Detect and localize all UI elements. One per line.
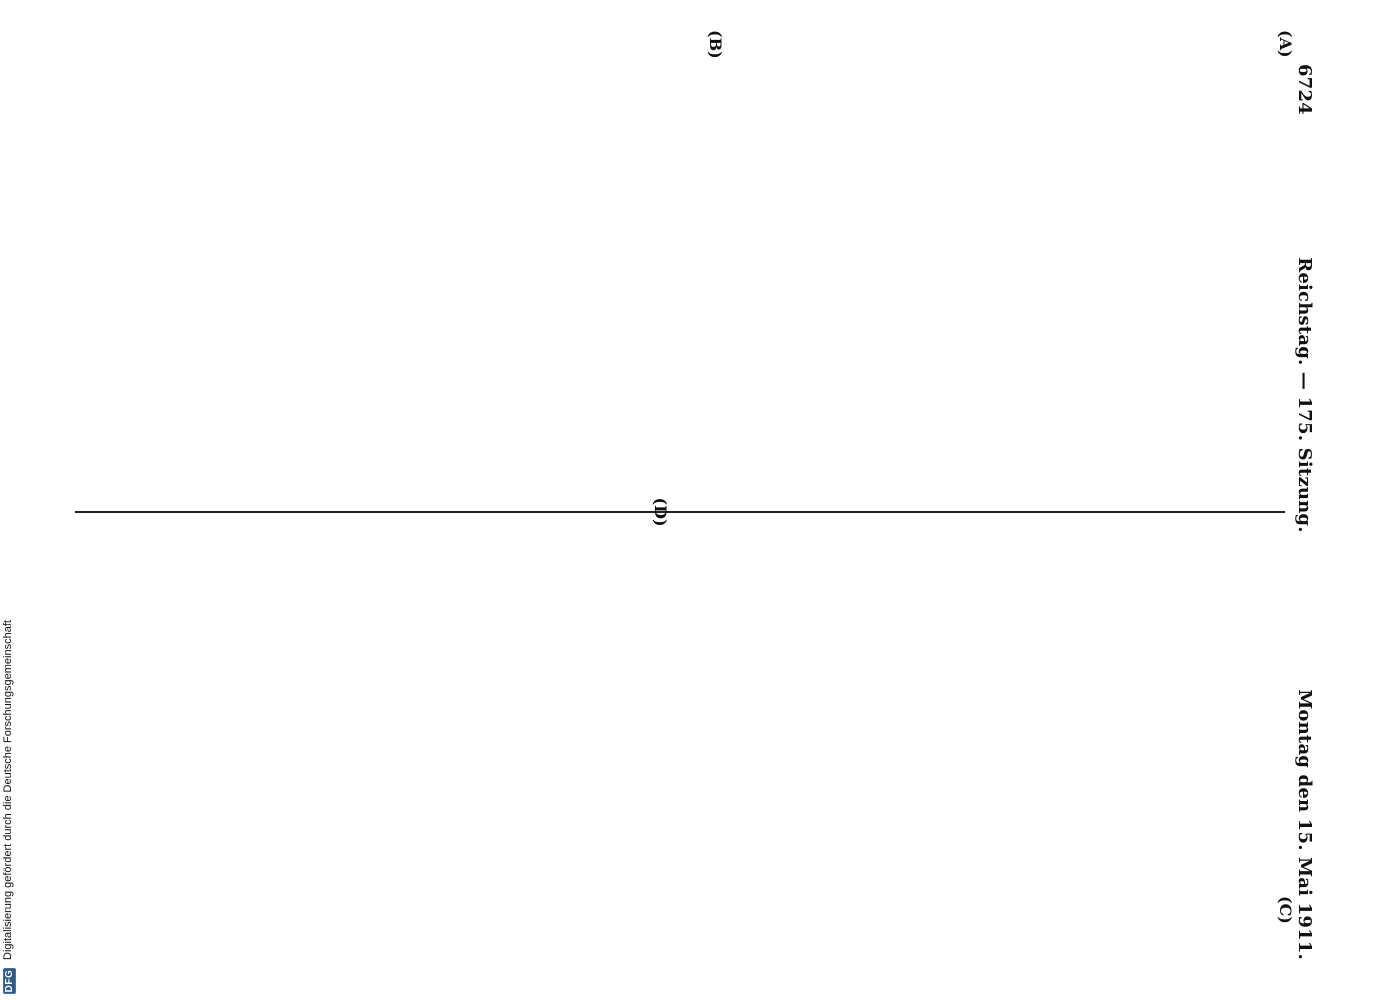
left-column — [89, 64, 1279, 484]
column-rule — [75, 511, 1285, 513]
header-center: Reichstag. — 175. Sitzung. — [1294, 257, 1315, 533]
margin-label-a: (A) — [1276, 30, 1295, 58]
rotated-document-page — [75, 30, 1315, 960]
right-column — [89, 540, 1279, 960]
margin-label-c: (C) — [1276, 896, 1295, 924]
header-spacer — [1294, 121, 1315, 250]
margin-label-b: (B) — [706, 30, 725, 59]
left-margin-imprint — [2, 120, 16, 960]
page-number: 6724 — [1294, 64, 1315, 115]
header-left — [1294, 64, 1315, 533]
dfg-logo-icon — [3, 968, 16, 994]
dfg-logo-text: DFG — [4, 969, 15, 993]
page-header — [1289, 64, 1315, 960]
imprint-text: Digitalisierung gefördert durch die Deutsche Forschungsgemeinschaft — [2, 620, 14, 960]
header-right: Montag den 15. Mai 1911. — [1294, 689, 1315, 960]
margin-label-d: (D) — [651, 497, 670, 527]
